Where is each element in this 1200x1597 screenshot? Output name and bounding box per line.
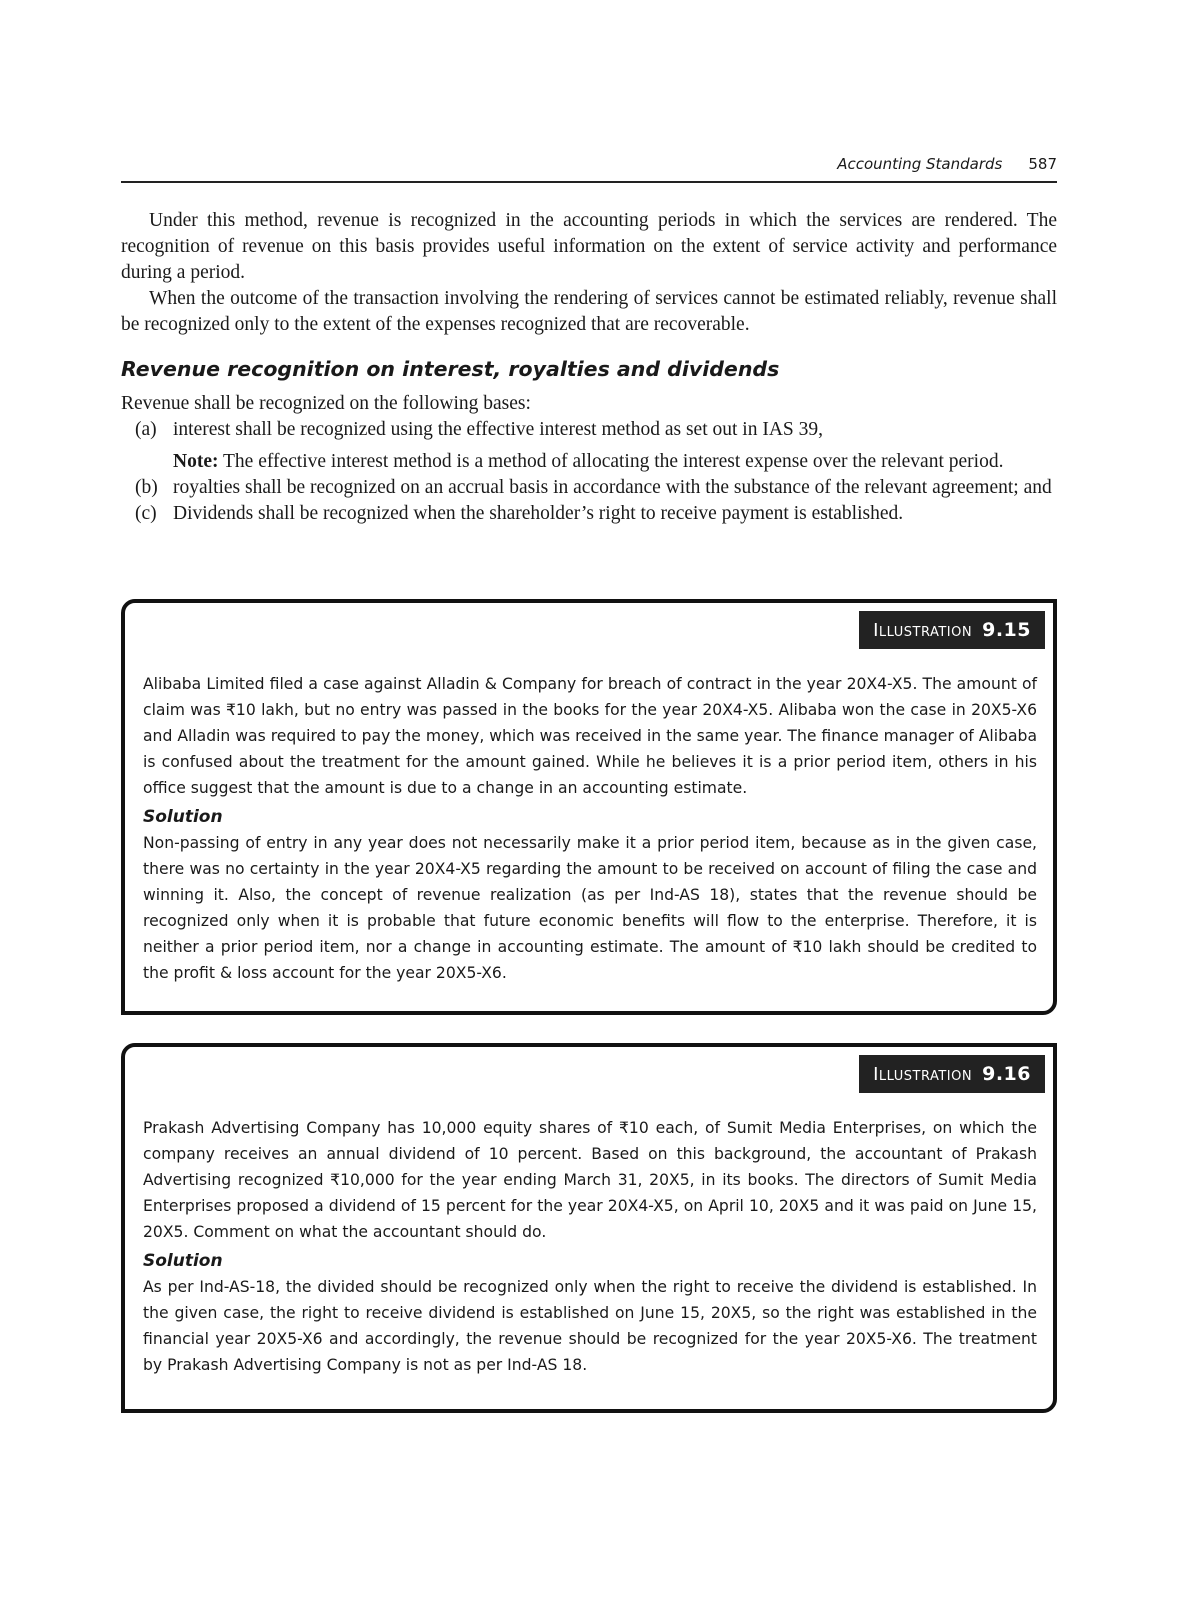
solution-heading: Solution — [143, 807, 223, 827]
paragraph: Under this method, revenue is recognized in the accounting periods in which the services are rendered. The recognition of revenue on this basis provides useful information on the extent of service activity and performance during a period. — [121, 210, 1057, 283]
note-text: The effective interest method is a method of allocating the interest expense over the relevant period. — [223, 451, 1004, 472]
illustration-box — [121, 599, 1057, 1015]
illustration-label: Illustration — [873, 620, 973, 641]
illustration-question: Alibaba Limited filed a case against Alladin & Company for breach of contract in the year 20X4-X5. The amount of claim was ₹10 lakh, but no entry was passed in the books for the year 20X4-X5. Alibaba won the case in 20X5-X6 and Alladin was required to pay the money, which was received in the same year. The finance manager of Alibaba is confused about the treatment for the amount gained. While he believes it is a prior period item, others in his office suggest that the amount is due to a change in an accounting estimate. — [143, 675, 1037, 797]
list-item-text: Dividends shall be recognized when the shareholder’s right to receive payment is established. — [173, 503, 904, 524]
illustration-solution: Non-passing of entry in any year does not necessarily make it a prior period item, because as in the given case, there was no certainty in the year 20X4-X5 regarding the amount to be received on account of filing the case and winning it. Also, the concept of revenue realization (as per Ind-AS 18), states that the revenue should be recognized only when it is probable that future economic benefits will flow to the enterprise. Therefore, it is neither a prior period item, nor a change in accounting estimate. The amount of ₹10 lakh should be credited to the profit & loss account for the year 20X5-X6. — [143, 834, 1037, 982]
solution-heading: Solution — [143, 1251, 223, 1271]
illustration-solution: As per Ind-AS-18, the divided should be recognized only when the right to receive the dividend is established. In the given case, the right to receive dividend is established on June 15, 20X5, so the right was established in the financial year 20X5-X6 and accordingly, the revenue should be recognized for the year 20X5-X6. The treatment by Prakash Advertising Company is not as per Ind-AS 18. — [143, 1278, 1037, 1374]
running-head — [121, 155, 1057, 183]
page-number: 587 — [1028, 155, 1057, 173]
list-marker: (b) — [135, 477, 158, 498]
illustration-number: 9.15 — [982, 619, 1031, 641]
illustration-box — [121, 1043, 1057, 1413]
note-label: Note: — [173, 451, 219, 472]
illustration-badge — [859, 611, 1045, 649]
illustration-number: 9.16 — [982, 1063, 1031, 1085]
list-item — [121, 475, 1057, 501]
illustration-badge — [859, 1055, 1045, 1093]
illustration-content — [143, 671, 1037, 986]
running-head-title: Accounting Standards — [837, 155, 1003, 173]
list-item — [121, 501, 1057, 527]
list-item-text: interest shall be recognized using the effective interest method as set out in IAS 39, — [173, 419, 824, 440]
note — [121, 449, 1057, 475]
revenue-bases-list — [121, 391, 1057, 527]
section-heading: Revenue recognition on interest, royalties and dividends — [121, 357, 780, 381]
list-item — [121, 417, 1057, 443]
paragraph: When the outcome of the transaction involving the rendering of services cannot be estimated reliably, revenue shall be recognized only to the extent of the expenses recognized that are recoverable. — [121, 288, 1057, 335]
illustration-content — [143, 1115, 1037, 1378]
list-marker: (c) — [135, 503, 157, 524]
list-marker: (a) — [135, 419, 157, 440]
illustration-question: Prakash Advertising Company has 10,000 equity shares of ₹10 each, of Sumit Media Enterprises, on which the company receives an annual dividend of 10 percent. Based on this background, the accountant of Prakash Advertising recognized ₹10,000 for the year ending March 31, 20X5, in its books. The directors of Sumit Media Enterprises proposed a dividend of 15 percent for the year 20X4-X5, on April 10, 20X5 and it was paid on June 15, 20X5. Comment on what the accountant should do. — [143, 1119, 1037, 1241]
intro-text — [121, 208, 1057, 338]
list-intro: Revenue shall be recognized on the following bases: — [121, 393, 531, 414]
list-item-text: royalties shall be recognized on an accrual basis in accordance with the substance of the relevant agreement; and — [173, 477, 1052, 498]
illustration-label: Illustration — [873, 1064, 973, 1085]
